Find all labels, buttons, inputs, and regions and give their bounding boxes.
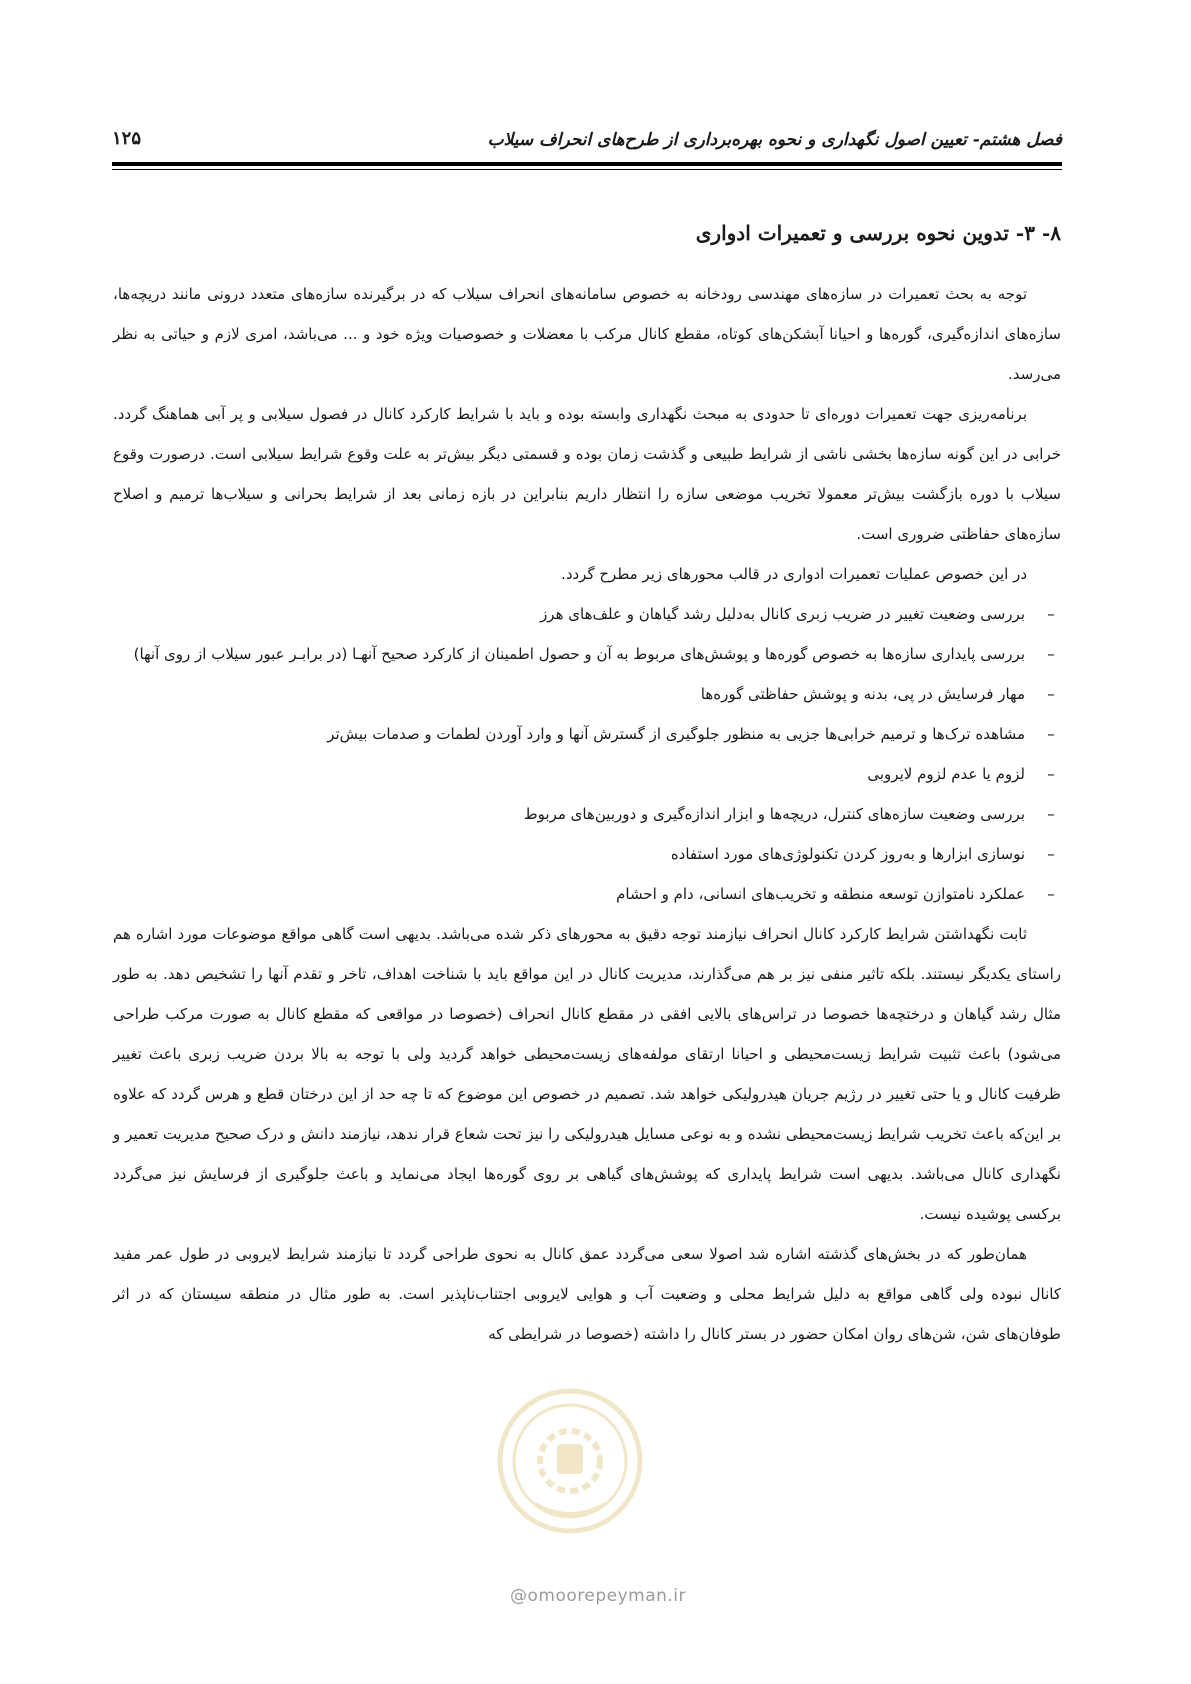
paragraph: ثابت نگهداشتن شرایط کارکرد کانال انحراف نیازمند توجه دقیق به محورهای ذکر شده می‌باشد. بدیهی است گاهی مواقع موضوعات مورد اشاره هم راستای یکدیگر نیستند. بلکه تاثیر منفی نیز بر هم می‌گذارند، مدیریت کانال در این مواقع باید با شناخت اهداف، تاخر و تقدم آنها را تشخیص دهد. به طور مثال رشد گیاهان و درختچه‌ها خصوصا در تراس‌های بالایی افقی در مقطع کانال انحراف (خصوصا در مواقعی که مقطع کانال به صورت مرکب طراحی می‌شود) باعث تثبیت شرایط زیست‌محیطی و احیانا ارتقای مولفه‌های زیست‌محیطی خواهد گردید ولی با توجه به بالا بردن ضریب زبری باعث تغییر ظرفیت کانال و یا حتی تغییر در رژیم جریان هیدرولیکی خواهد شد. تصمیم در خصوص این موضوع که تا چه حد از این درختان قطع و هرس گردد که علاوه بر این‌که باعث تخریب شرایط زیست‌محیطی نشده و به نوعی مسایل هیدرولیکی را نیز تحت شعاع قرار ندهد، نیازمند دانش و درک صحیح مدیریت تعمیر و نگهداری کانال می‌باشد. بدیهی است شرایط پایداری که پوشش‌های گیاهی بر روی گوره‌ها ایجاد می‌نماید و باعث جلوگیری از فرسایش نیز می‌گردد برکسی پوشیده نیست.	[113, 925, 1061, 1223]
list-item	[113, 674, 1055, 714]
list-item	[113, 834, 1055, 874]
list-item-text: لزوم یا عدم لزوم لایروبی	[867, 765, 1025, 783]
bullet-dash: –	[1047, 725, 1055, 743]
watermark-site: @omoorepeyman.ir	[509, 1586, 687, 1606]
list-item	[113, 634, 1055, 674]
list-item-text: بررسی وضعیت تغییر در ضریب زبری کانال به‌دلیل رشد گیاهان و علف‌های هرز	[540, 605, 1025, 623]
list-item	[113, 594, 1055, 634]
bullet-list	[113, 594, 1061, 914]
header-rule-thick	[112, 162, 1062, 166]
running-header	[112, 130, 1062, 160]
bullet-dash: –	[1047, 885, 1055, 903]
bullet-dash: –	[1047, 845, 1055, 863]
list-item	[113, 874, 1055, 914]
bullet-dash: –	[1047, 645, 1055, 663]
list-item-text: نوسازی ابزارها و به‌روز کردن تکنولوژی‌های مورد استفاده	[670, 845, 1025, 863]
list-item-text: بررسی وضعیت سازه‌های کنترل، دریچه‌ها و ابزار اندازه‌گیری و دوربین‌های مربوط	[523, 805, 1025, 823]
bullet-dash: –	[1047, 685, 1055, 703]
paragraph: توجه به بحث تعمیرات در سازه‌های مهندسی رودخانه به خصوص سامانه‌های انحراف سیلاب که در برگیرنده سازه‌های متعدد درونی مانند دریچه‌ها، سازه‌های اندازه‌گیری، گوره‌ها و احیانا آبشکن‌های کوتاه، مقطع کانال مرکب با معضلات و خصوصیات ویژه خود و ... می‌باشد، امری لازم و حیاتی به نظر می‌رسد.	[113, 285, 1061, 383]
bullet-dash: –	[1047, 765, 1055, 783]
bullet-dash: –	[1047, 805, 1055, 823]
list-item	[113, 794, 1055, 834]
chapter-title: فصل هشتم- تعیین اصول نگهداری و نحوه بهره‌برداری از طرح‌های انحراف سیلاب	[487, 130, 1062, 150]
list-item-text: بررسی پایداری سازه‌ها به خصوص گوره‌ها و پوشش‌های مربوط به آن و حصول اطمینان از کارکرد صحیح آنهـا (در برابـر عبور سیلاب از روی آنها)	[133, 645, 1025, 663]
watermark-seal-icon	[495, 1386, 645, 1536]
list-item	[113, 754, 1055, 794]
paragraph: در این خصوص عملیات تعمیرات ادواری در قالب محورهای زیر مطرح گردد.	[561, 565, 1027, 583]
paragraph: همان‌طور که در بخش‌های گذشته اشاره شد اصولا سعی می‌گردد عمق کانال به نحوی طراحی گردد تا نیازمند شرایط لایروبی در طول عمر مفید کانال نبوده ولی گاهی مواقع به دلیل شرایط محلی و وضعیت آب و هوایی لایروبی اجتناب‌ناپذیر است. به طور مثال در منطقه سیستان که در اثر طوفان‌های شن، شن‌های روان امکان حضور در بستر کانال را داشته (خصوصا در شرایطی که	[113, 1245, 1061, 1343]
list-item	[113, 714, 1055, 754]
list-item-text: مشاهده ترک‌ها و ترمیم خرابی‌ها جزیی به منظور جلوگیری از گسترش آنها و وارد آوردن لطمات و صدمات بیش‌تر	[327, 725, 1025, 743]
paragraph: برنامه‌ریزی جهت تعمیرات دوره‌ای تا حدودی به مبحث نگهداری وابسته بوده و باید با شرایط کارکرد کانال در فصول سیلابی و پر آبی هماهنگ گردد. خرابی در این گونه سازه‌ها بخشی ناشی از شرایط طبیعی و گذشت زمان بوده و قسمتی دیگر بیش‌تر به علت وقوع شرایط سیلابی است. درصورت وقوع سیلاب با دوره بازگشت بیش‌تر معمولا تخریب موضعی سازه را انتظار داریم بنابراین در بازه زمانی بعد از شرایط بحرانی و سیلاب‌ها ترمیم و اصلاح سازه‌های حفاظتی ضروری است.	[113, 405, 1061, 543]
body-content	[113, 218, 1061, 1354]
page-number: ۱۲۵	[112, 128, 142, 149]
list-item-text: عملکرد نامتوازن توسعه منطقه و تخریب‌های انسانی، دام و احشام	[616, 885, 1025, 903]
section-heading: ۸- ۳- تدوین نحوه بررسی و تعمیرات ادواری	[695, 221, 1061, 245]
list-item-text: مهار فرسایش در پی، بدنه و پوشش حفاظتی گوره‌ها	[700, 685, 1025, 703]
header-rule-thin	[112, 169, 1062, 170]
bullet-dash: –	[1047, 605, 1055, 623]
